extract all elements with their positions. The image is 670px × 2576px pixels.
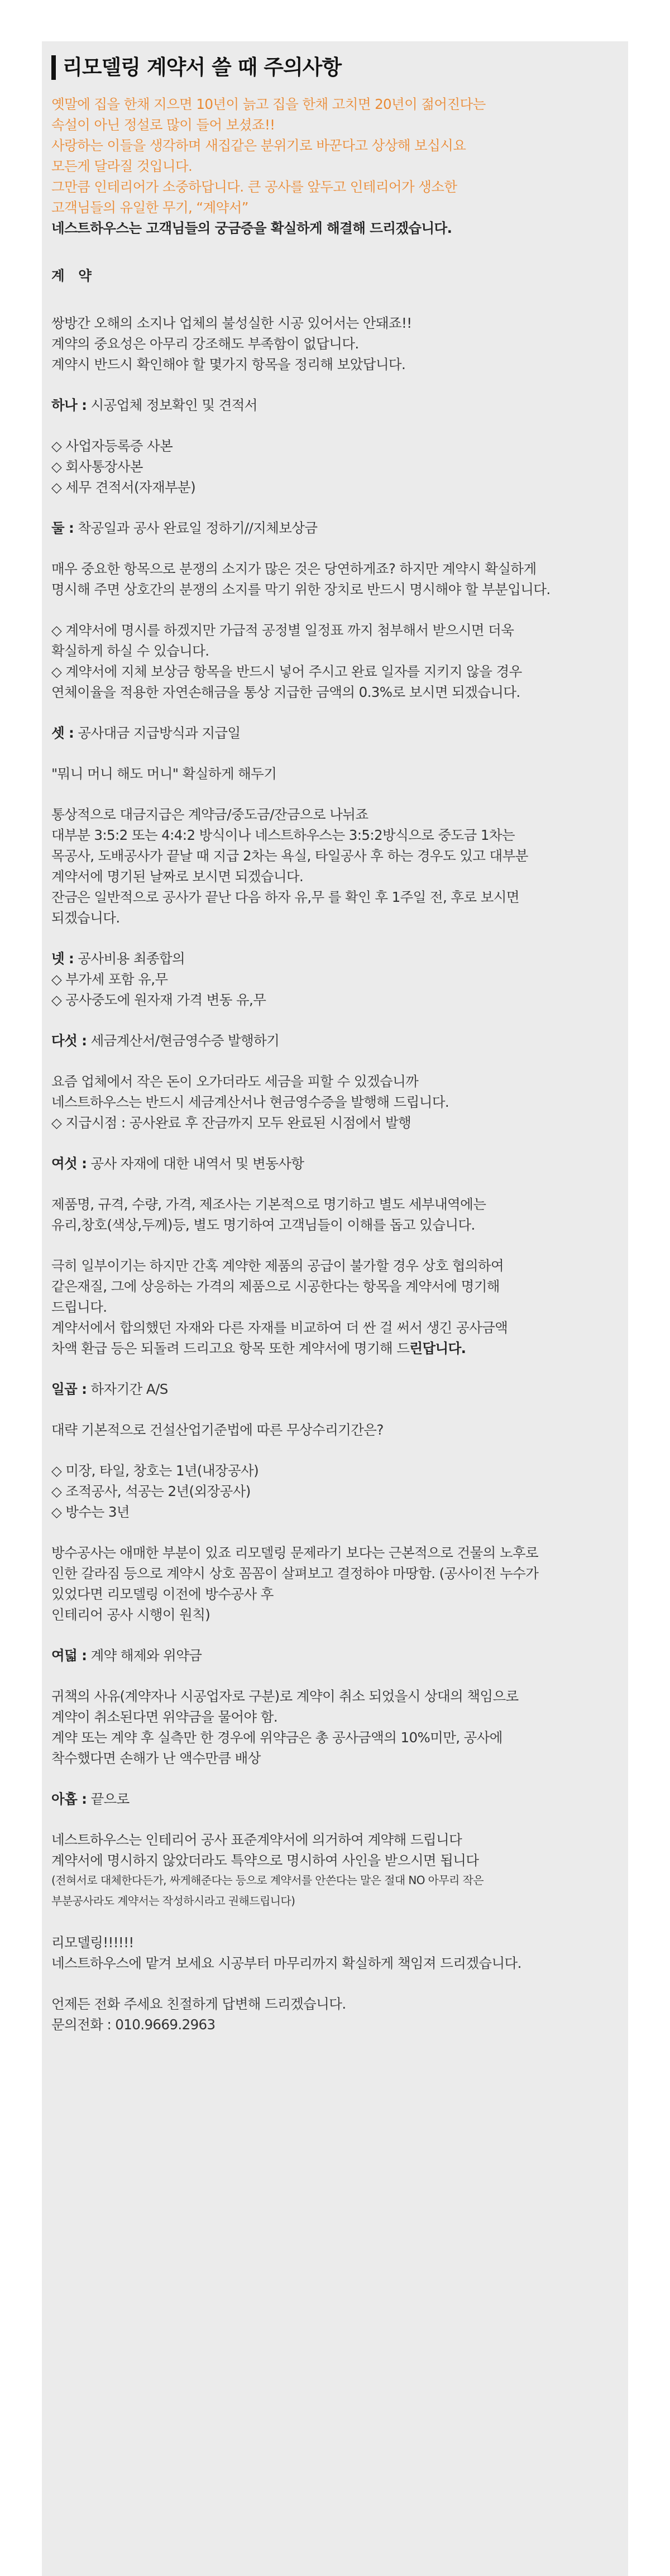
section-number: 하나 : (51, 397, 87, 413)
section-9-title (51, 1789, 619, 1809)
list-item: ◇ 조적공사, 석공는 2년(외장공사) (51, 1483, 251, 1499)
paragraph-line: 제품명, 규격, 수량, 가격, 제조사는 기본적으로 명기하고 별도 세부내역에는 (51, 1196, 486, 1212)
intro-line: 모든게 달라질 것입니다. (51, 158, 193, 174)
intro-line: 고객님들의 유일한 무기, “계약서” (51, 199, 248, 216)
paragraph-bold-text: 린답니다. (409, 1340, 466, 1356)
section-7-title (51, 1379, 619, 1399)
page-title: 리모델링 계약서 쓸 때 주의사항 (63, 55, 342, 79)
contract-intro (51, 313, 619, 375)
section-title: 착공일과 공사 완료일 정하기//지체보상금 (74, 520, 318, 536)
intro-line: 속설이 아닌 정설로 많이 들어 보셨죠!! (51, 117, 275, 133)
section-number: 아홉 : (51, 1791, 87, 1807)
paragraph-line: 유리,창호(색상,두께)등, 별도 명기하여 고객님들이 이해를 돕고 있습니다. (51, 1217, 475, 1233)
paragraph-line: ◇ 계약서에 명시를 하겠지만 가급적 공정별 일정표 까지 첨부해서 받으시면 더욱 (51, 622, 514, 638)
title-row (51, 54, 619, 82)
section-5-title (51, 1030, 619, 1051)
section-title: 공사 자재에 대한 내역서 및 변동사항 (87, 1155, 304, 1172)
paragraph-line: 계약이 취소된다면 위약금을 물어야 함. (51, 1709, 278, 1725)
section-title: 계약 해제와 위약금 (87, 1647, 202, 1664)
paragraph-line: ◇ 지급시점 : 공사완료 후 잔금까지 모두 완료된 시점에서 발행 (51, 1115, 411, 1131)
section-3-title (51, 723, 619, 743)
paragraph-line: 계약시 반드시 확인해야 할 몇가지 항목을 정리해 보았답니다. (51, 356, 406, 372)
list-item: ◇ 사업자등록증 사본 (51, 438, 173, 454)
small-note-line: (전혀서로 대체한다든가, 싸게해준다는 등으로 계약서를 안쓴다는 말은 절대 NO 아무리 작은 (51, 1874, 484, 1887)
intro-line: 그만큼 인테리어가 소중하답니다. 큰 공사를 앞두고 인테리어가 생소한 (51, 179, 457, 195)
contact-line: 언제든 전화 주세요 친절하게 답변해 드리겠습니다. (51, 1996, 346, 2012)
paragraph-line: 드립니다. (51, 1299, 107, 1315)
list-item: ◇ 회사통장사본 (51, 458, 143, 475)
paragraph-line: 목공사, 도배공사가 끝날 때 지급 2차는 욕실, 타일공사 후 하는 경우도 있고 대부분 (51, 848, 528, 864)
paragraph-line: 대부분 3:5:2 또는 4:4:2 방식이나 네스트하우스는 3:5:2방식으로 중도금 1차는 (51, 827, 515, 843)
section-number: 여덟 : (51, 1647, 87, 1664)
paragraph-line: 네스트하우스는 인테리어 공사 표준계약서에 의거하여 계약해 드립니다 (51, 1832, 462, 1848)
intro-orange (51, 94, 619, 218)
list-item: ◇ 세무 견적서(자재부분) (51, 479, 196, 495)
paragraph-line: 극히 일부이기는 하지만 간혹 계약한 제품의 공급이 불가할 경우 상호 협의하여 (51, 1258, 504, 1274)
section-number: 여섯 : (51, 1155, 87, 1172)
paragraph-line: "뭐니 머니 해도 머니" 확실하게 해두기 (51, 766, 277, 782)
paragraph-line: 계약서에 명기된 날짜로 보시면 되겠습니다. (51, 868, 304, 885)
contact-phone: 문의전화 : 010.9669.2963 (51, 2016, 216, 2033)
paragraph-line: ◇ 계약서에 지체 보상금 항목을 반드시 넣어 주시고 완료 일자를 지키지 않을 경우 (51, 663, 522, 680)
list-item: ◇ 부가세 포함 유,무 (51, 971, 168, 987)
paragraph-line: 같은재질, 그에 상응하는 가격의 제품으로 시공한다는 항목을 계약서에 명기해 (51, 1278, 500, 1294)
paragraph-line: 계약 또는 계약 후 실측만 한 경우에 위약금은 총 공사금액의 10%미만, 공사에 (51, 1729, 502, 1746)
paragraph-text: 차액 환급 등은 되돌려 드리고요 항목 또한 계약서에 명기해 드 (51, 1340, 410, 1356)
paragraph-line: 계약의 중요성은 아무리 강조해도 부족함이 없답니다. (51, 336, 359, 352)
section-title: 하자기간 A/S (87, 1381, 168, 1397)
section-2-title (51, 518, 619, 538)
closing-line: 리모델링!!!!!! (51, 1934, 134, 1951)
list-item: ◇ 미장, 타일, 창호는 1년(내장공사) (51, 1463, 259, 1479)
paragraph-line: 되겠습니다. (51, 910, 120, 926)
paragraph-line: 인한 갈라짐 등으로 계약시 상호 꼼꼼이 살펴보고 결정하야 마땅함. (공사이전 누수가 (51, 1565, 539, 1581)
paragraph-line: 쌍방간 오해의 소지나 업체의 불성실한 시공 있어서는 안돼죠!! (51, 315, 412, 331)
paragraph-line: 요즘 업체에서 작은 돈이 오가더라도 세금을 피할 수 있겠습니까 (51, 1073, 419, 1089)
title-accent-bar (51, 55, 56, 80)
paragraph-line (51, 1338, 619, 1359)
section-heading: 계 약 (51, 267, 96, 284)
section-number: 넷 : (51, 950, 74, 967)
section-title: 세금계산서/현금영수증 발행하기 (87, 1033, 280, 1049)
section-number: 셋 : (51, 725, 74, 741)
intro-line: 옛말에 집을 한채 지으면 10년이 늙고 집을 한채 고치면 20년이 젊어진다는 (51, 96, 486, 112)
paragraph-line: 명시해 주면 상호간의 분쟁의 소지를 막기 위한 장치로 반드시 명시해야 할 부분입니다. (51, 581, 551, 598)
section-title: 공사대금 지급방식과 지급일 (74, 725, 241, 741)
section-number: 다섯 : (51, 1033, 87, 1049)
paragraph-line: 네스트하우스는 반드시 세금계산서나 현금영수증을 발행해 드립니다. (51, 1094, 449, 1110)
paragraph-line: 방수공사는 애매한 부분이 있죠 리모델링 문제라기 보다는 근본적으로 건물의 노후로 (51, 1545, 539, 1561)
paragraph-line: 귀책의 사유(계약자나 시공업자로 구분)로 계약이 취소 되었을시 상대의 책임으로 (51, 1688, 519, 1704)
section-4-title (51, 948, 619, 969)
paragraph-line: 통상적으로 대금지급은 계약금/중도금/잔금으로 나뉘죠 (51, 806, 368, 823)
section-6-title (51, 1153, 619, 1174)
paragraph-line: 확실하게 하실 수 있습니다. (51, 643, 209, 659)
section-title: 공사비용 최종합의 (74, 950, 185, 967)
paragraph-line: 있었다면 리모델링 이전에 방수공사 후 (51, 1586, 274, 1602)
closing-line: 네스트하우스에 맡겨 보세요 시공부터 마무리까지 확실하게 책임져 드리겠습니다. (51, 1955, 521, 1971)
paragraph-line: 계약서에 명시하지 않았더라도 특약으로 명시하여 사인을 받으시면 됩니다 (51, 1852, 479, 1868)
intro-line: 사랑하는 이들을 생각하며 새집같은 분위기로 바꾼다고 상상해 보십시요 (51, 137, 466, 154)
section-number: 일곱 : (51, 1381, 87, 1397)
paragraph-line: 매우 중요한 항목으로 분쟁의 소지가 많은 것은 당연하게죠? 하지만 계약시 확실하게 (51, 561, 537, 577)
paragraph-line: 착수했다면 손해가 난 액수만큼 배상 (51, 1750, 261, 1766)
small-note-line: 부분공사라도 계약서는 작성하시라고 권해드립니다) (51, 1894, 295, 1908)
section-title: 끝으로 (87, 1791, 130, 1807)
paragraph-line: 대략 기본적으로 건설산업기준법에 따른 무상수리기간은? (51, 1422, 384, 1438)
list-item: ◇ 공사중도에 원자재 가격 변동 유,무 (51, 992, 266, 1008)
section-number: 둘 : (51, 520, 74, 536)
section-8-title (51, 1645, 619, 1666)
paragraph-line: 계약서에서 합의했던 자재와 다른 자재를 비교하여 더 싼 걸 써서 생긴 공사금액 (51, 1320, 508, 1336)
paragraph-line: 연체이율을 적용한 자연손해금을 통상 지급한 금액의 0.3%로 보시면 되겠습니다. (51, 684, 520, 700)
intro-bold-line: 네스트하우스는 고객님들의 궁금증을 확실하게 해결해 드리겠습니다. (51, 220, 452, 236)
section-title: 시공업체 정보확인 및 견적서 (87, 397, 257, 413)
paragraph-line: 잔금은 일반적으로 공사가 끝난 다음 하자 유,무 를 확인 후 1주일 전, 후로 보시면 (51, 889, 519, 905)
list-item: ◇ 방수는 3년 (51, 1504, 130, 1520)
paragraph-line: 인테리어 공사 시행이 원칙) (51, 1607, 210, 1623)
article-content (51, 54, 619, 2035)
section-1-title (51, 395, 619, 415)
